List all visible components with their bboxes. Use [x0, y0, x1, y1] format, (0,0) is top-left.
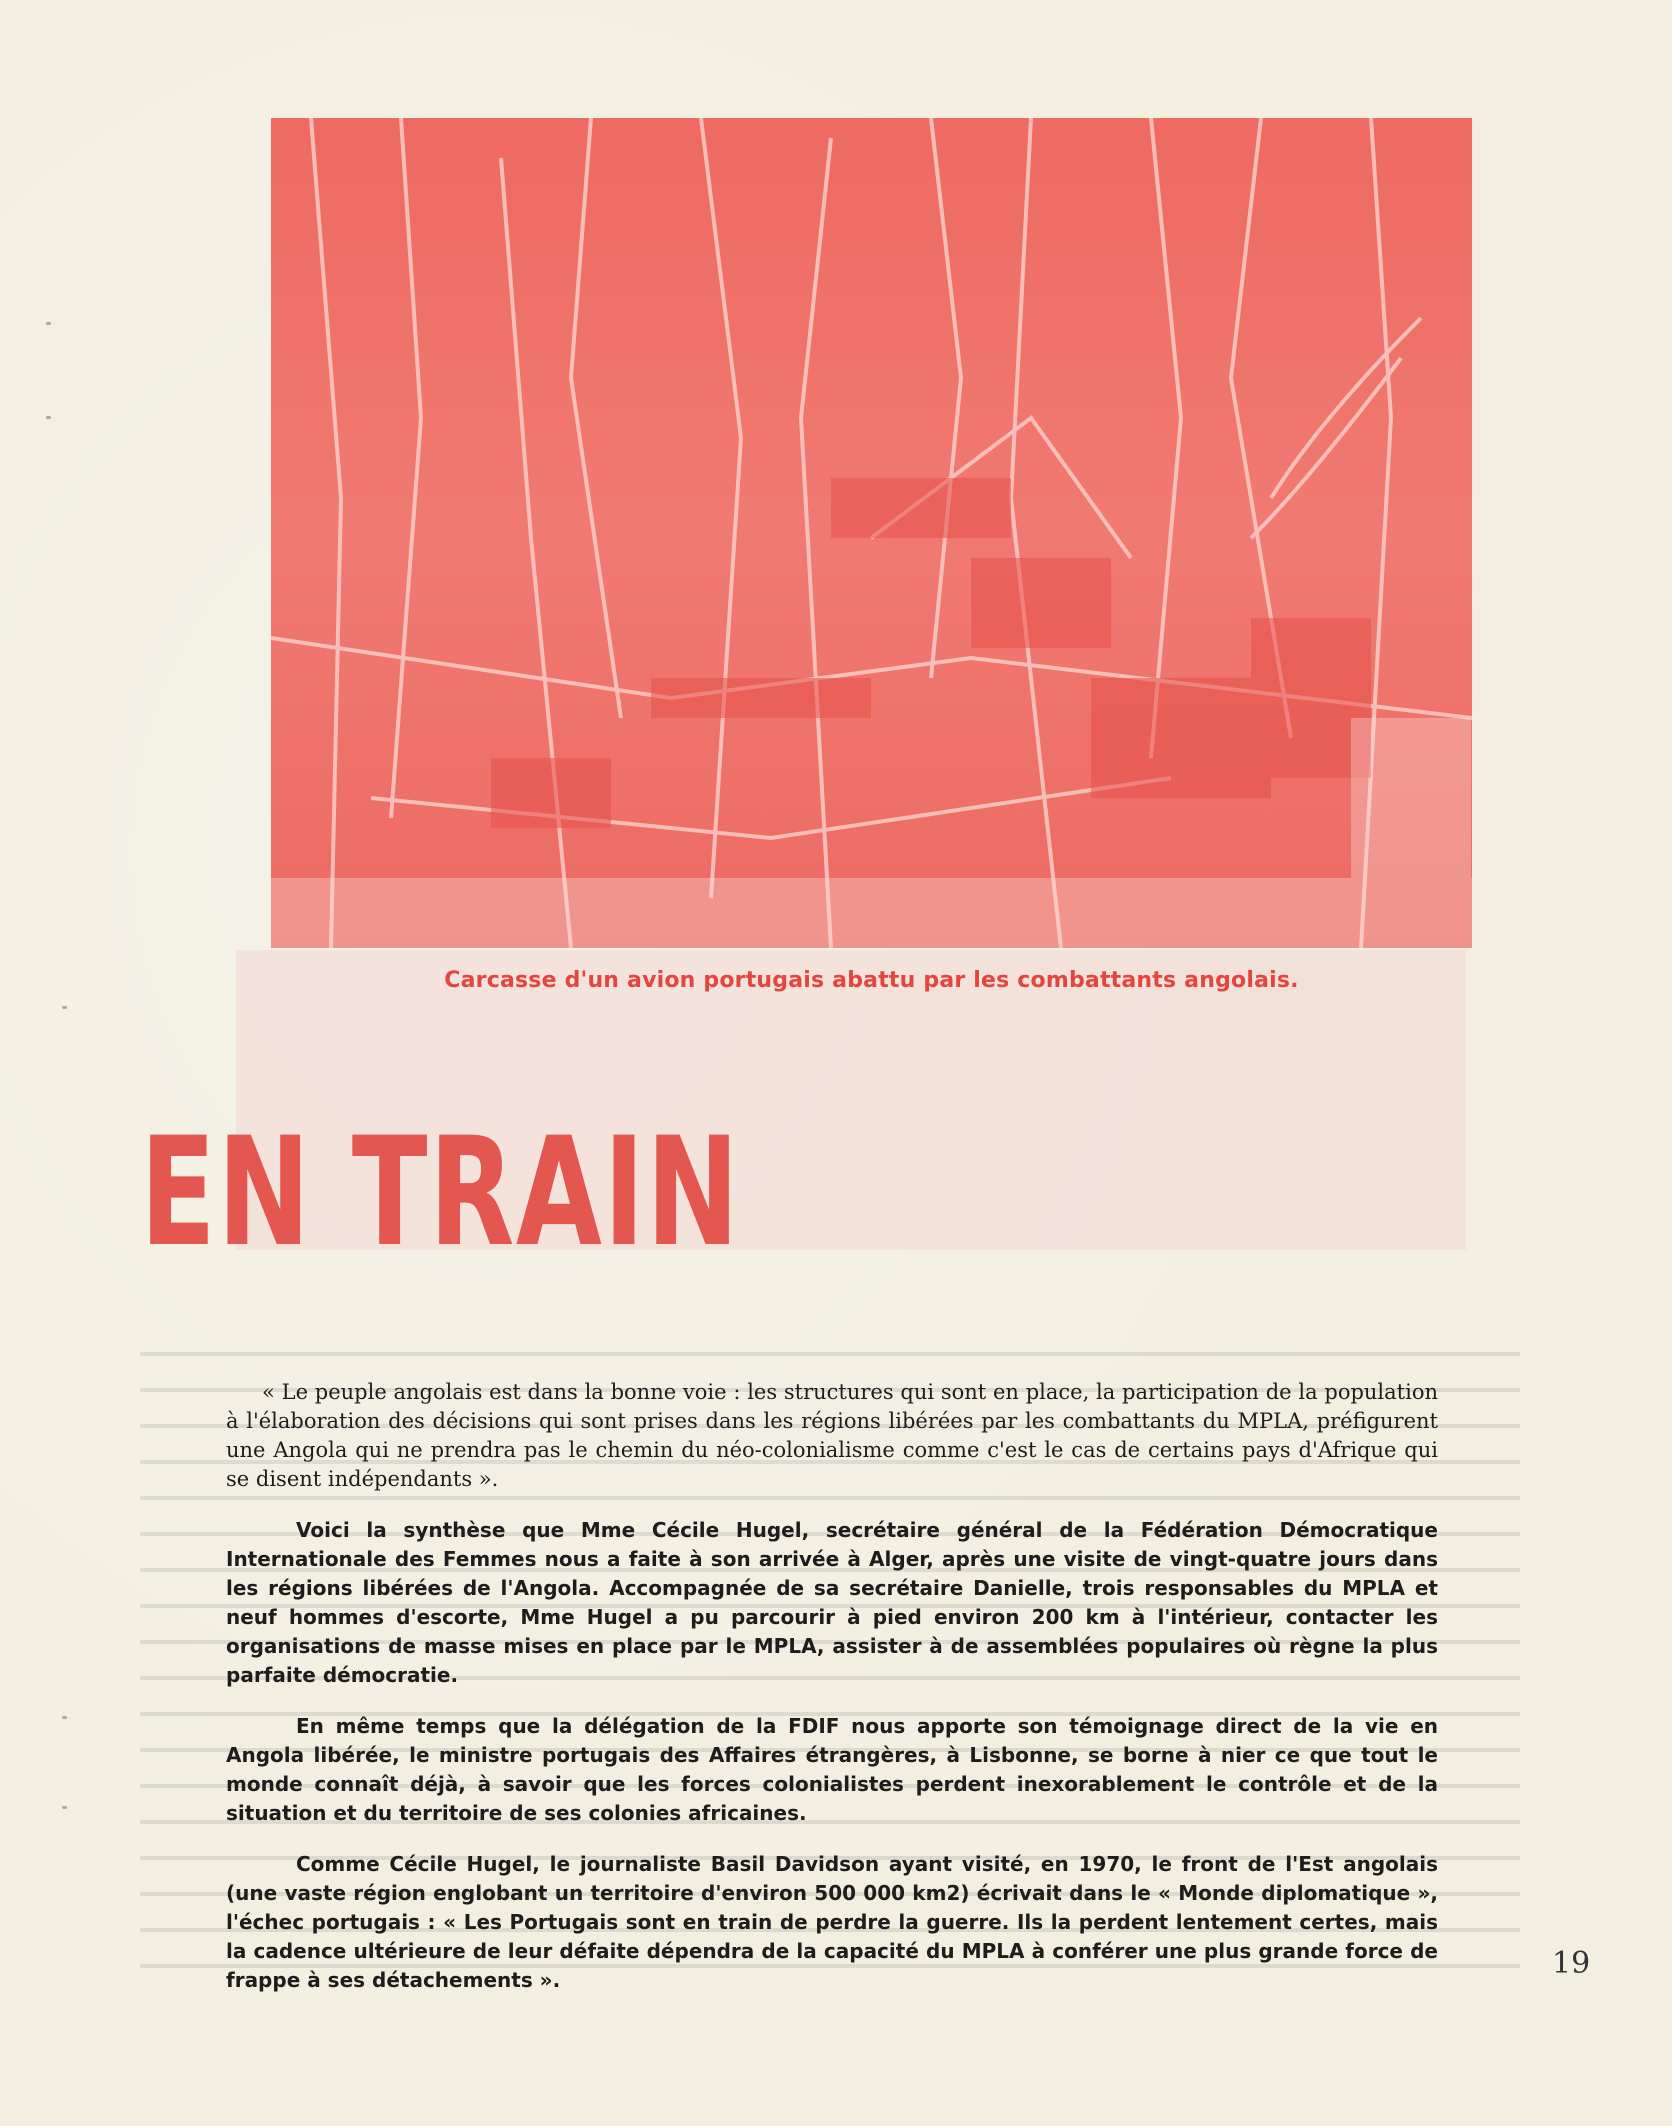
photo-texture — [271, 118, 1472, 948]
paragraph-synthesis: Voici la synthèse que Mme Cécile Hugel, secrétaire général de la Fédération Démocratique Internationale des Femmes nous a faite à son arrivée à Alger, après une visite de vingt-quatre jours dans les régions libérées de l'Angola. Accompagnée de sa secrétaire Danielle, trois responsables du MPLA et neuf hommes d'escorte, Mme Hugel a pu parcourir à pied environ 200 km à l'intérieur, contacter les organisations de masse mises en place par le MPLA, assister à de assemblées populaires où règne la plus parfaite démocratie. — [226, 1518, 1438, 1687]
photo-caption: Carcasse d'un avion portugais abattu par les combattants angolais. — [444, 968, 1299, 993]
binding-hole-mark — [46, 416, 51, 419]
photo-airplane-wreck — [271, 118, 1472, 948]
paragraph-fdif: En même temps que la délégation de la FDIF nous apporte son témoignage direct de la vie en Angola libérée, le ministre portugais des Affaires étrangères, à Lisbonne, se borne à nier ce que tout le monde connaît déjà, à savoir que les forces colonialistes perdent inexorablement le contrôle et de la situation et du territoire de ses colonies africaines. — [226, 1714, 1438, 1825]
binding-hole-mark — [62, 1716, 67, 1719]
paragraph-quote: « Le peuple angolais est dans la bonne voie : les structures qui sont en place, la participation de la population à l'élaboration des décisions qui sont prises dans les régions libérées par les combattants du MPLA, préfigurent une Angola qui ne prendra pas le chemin du néo-colonialisme comme c'est le cas de certains pays d'Afrique qui se disent indépendants ». — [226, 1380, 1438, 1491]
binding-hole-mark — [62, 1006, 67, 1009]
headline: EN TRAIN — [140, 1106, 741, 1280]
paragraph-davidson: Comme Cécile Hugel, le journaliste Basil Davidson ayant visité, en 1970, le front de l'Est angolais (une vaste région englobant un territoire d'environ 500 000 km2) écrivait dans le « Monde diplomatique », l'échec portugais : « Les Portugais sont en train de perdre la guerre. Ils la perdent lentement certes, mais la cadence ultérieure de leur défaite dépendra de la capacité du MPLA à conférer une plus grande force de frappe à ses détachements ». — [226, 1852, 1438, 1992]
page-number: 19 — [1552, 1946, 1591, 1981]
binding-hole-mark — [62, 1806, 67, 1809]
article-body — [226, 1378, 1438, 2017]
binding-hole-mark — [46, 322, 51, 325]
